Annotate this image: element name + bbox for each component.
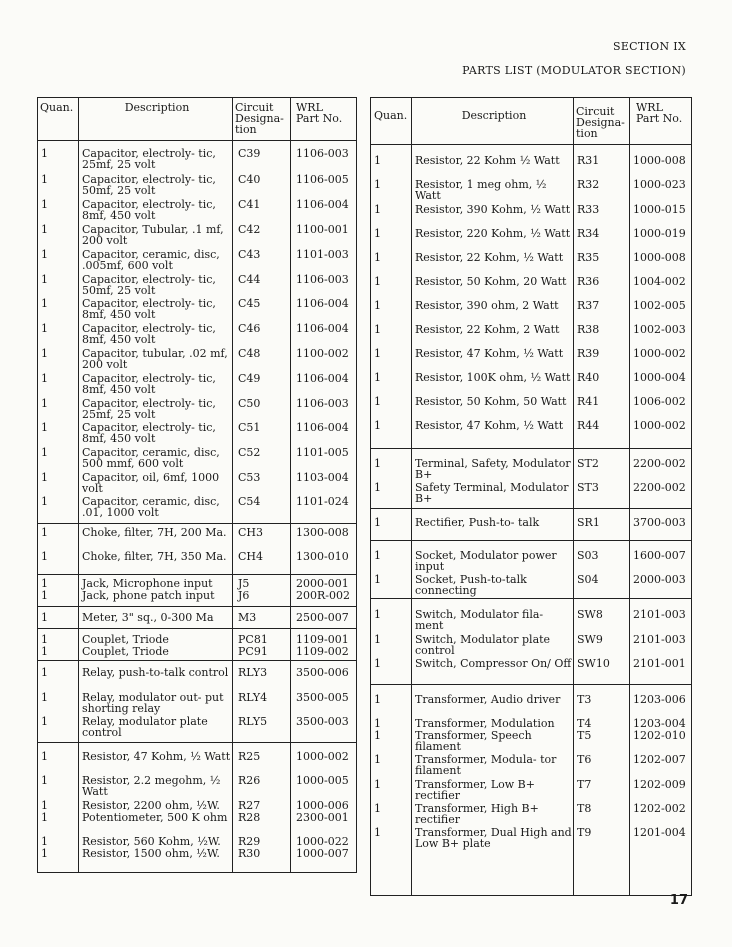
quantity: 1 xyxy=(374,753,381,766)
part-number: 1100-002 xyxy=(296,347,349,360)
quantity: 1 xyxy=(41,372,48,385)
circuit-designation: T5 xyxy=(577,729,592,742)
circuit-designation: T9 xyxy=(577,826,592,839)
quantity: 1 xyxy=(41,495,48,508)
parts-list-title: PARTS LIST (MODULATOR SECTION) xyxy=(462,64,686,77)
column-divider xyxy=(629,98,630,895)
description: Resistor, 47 Kohm, ½ Watt xyxy=(82,750,231,763)
part-number: 3700-003 xyxy=(633,516,686,529)
part-number: 1000-005 xyxy=(296,774,349,787)
quantity: 1 xyxy=(41,198,48,211)
column-header-part: WRL Part No. xyxy=(636,101,683,125)
circuit-designation: T4 xyxy=(577,717,592,730)
quantity: 1 xyxy=(374,395,381,408)
group-rule xyxy=(38,574,356,575)
part-number: 1106-004 xyxy=(296,372,349,385)
circuit-designation: R29 xyxy=(238,835,261,848)
part-number: 200R-002 xyxy=(296,589,350,602)
quantity: 1 xyxy=(374,299,381,312)
description: Resistor, 1 meg ohm, ½ Watt xyxy=(415,178,547,202)
description: Choke, filter, 7H, 200 Ma. xyxy=(82,526,227,539)
description: Jack, phone patch input xyxy=(82,589,215,602)
description: Transformer, Low B+ rectifier xyxy=(415,778,535,802)
quantity: 1 xyxy=(41,633,48,646)
part-number: 1101-005 xyxy=(296,446,349,459)
description: Transformer, High B+ rectifier xyxy=(415,802,539,826)
part-number: 2101-001 xyxy=(633,657,686,670)
part-number: 1600-007 xyxy=(633,549,686,562)
column-header-circuit: Circuit Designa- tion xyxy=(576,105,625,140)
quantity: 1 xyxy=(374,251,381,264)
part-number: 2101-003 xyxy=(633,633,686,646)
description: Capacitor, electroly- tic, 50mf, 25 volt xyxy=(82,173,216,197)
description: Resistor, 220 Kohm, ½ Watt xyxy=(415,227,571,240)
quantity: 1 xyxy=(374,457,381,470)
description: Rectifier, Push-to- talk xyxy=(415,516,540,529)
description: Transformer, Speech filament xyxy=(415,729,532,753)
circuit-designation: C45 xyxy=(238,297,261,310)
description: Capacitor, electroly- tic, 50mf, 25 volt xyxy=(82,273,216,297)
column-header-circuit: Circuit Designa- tion xyxy=(235,101,284,136)
description: Terminal, Safety, Modulator B+ xyxy=(415,457,571,481)
circuit-designation: C42 xyxy=(238,223,261,236)
quantity: 1 xyxy=(41,147,48,160)
quantity: 1 xyxy=(374,633,381,646)
part-number: 3500-003 xyxy=(296,715,349,728)
circuit-designation: C43 xyxy=(238,248,261,261)
parts-table-right xyxy=(370,97,692,896)
part-number: 1006-002 xyxy=(633,395,686,408)
quantity: 1 xyxy=(374,826,381,839)
quantity: 1 xyxy=(374,275,381,288)
circuit-designation: R33 xyxy=(577,203,600,216)
parts-table-left xyxy=(37,97,357,873)
quantity: 1 xyxy=(41,589,48,602)
quantity: 1 xyxy=(374,227,381,240)
circuit-designation: SW8 xyxy=(577,608,603,621)
description: Capacitor, ceramic, disc, 500 mmf, 600 volt xyxy=(82,446,220,470)
column-divider xyxy=(232,98,233,872)
circuit-designation: J6 xyxy=(238,589,250,602)
group-rule xyxy=(371,448,691,449)
description: Resistor, 2.2 megohm, ½ Watt xyxy=(82,774,221,798)
quantity: 1 xyxy=(374,729,381,742)
circuit-designation: C40 xyxy=(238,173,261,186)
part-number: 1202-007 xyxy=(633,753,686,766)
description: Capacitor, electroly- tic, 25mf, 25 volt xyxy=(82,147,216,171)
quantity: 1 xyxy=(374,549,381,562)
circuit-designation: R44 xyxy=(577,419,600,432)
part-number: 2500-007 xyxy=(296,611,349,624)
circuit-designation: C49 xyxy=(238,372,261,385)
quantity: 1 xyxy=(41,799,48,812)
description: Capacitor, electroly- tic, 8mf, 450 volt xyxy=(82,372,216,396)
circuit-designation: C39 xyxy=(238,147,261,160)
group-rule xyxy=(371,540,691,541)
description: Resistor, 390 ohm, 2 Watt xyxy=(415,299,559,312)
description: Relay, modulator out- put shorting relay xyxy=(82,691,224,715)
part-number: 1106-003 xyxy=(296,273,349,286)
part-number: 2300-001 xyxy=(296,811,349,824)
column-header-description: Description xyxy=(124,101,190,114)
circuit-designation: SW10 xyxy=(577,657,610,670)
part-number: 1000-015 xyxy=(633,203,686,216)
part-number: 1106-004 xyxy=(296,322,349,335)
circuit-designation: R28 xyxy=(238,811,261,824)
part-number: 1106-003 xyxy=(296,397,349,410)
part-number: 1103-004 xyxy=(296,471,349,484)
quantity: 1 xyxy=(374,778,381,791)
section-heading: SECTION IX xyxy=(613,40,686,53)
circuit-designation: J5 xyxy=(238,577,250,590)
part-number: 1300-010 xyxy=(296,550,349,563)
part-number: 1100-001 xyxy=(296,223,349,236)
quantity: 1 xyxy=(41,847,48,860)
description: Jack, Microphone input xyxy=(82,577,213,590)
description: Resistor, 560 Kohm, ½W. xyxy=(82,835,221,848)
description: Capacitor, electroly- tic, 8mf, 450 volt xyxy=(82,297,216,321)
circuit-designation: T3 xyxy=(577,693,592,706)
part-number: 3500-006 xyxy=(296,666,349,679)
description: Choke, filter, 7H, 350 Ma. xyxy=(82,550,227,563)
quantity: 1 xyxy=(41,446,48,459)
circuit-designation: R26 xyxy=(238,774,261,787)
part-number: 1202-002 xyxy=(633,802,686,815)
part-number: 2200-002 xyxy=(633,457,686,470)
part-number: 1004-002 xyxy=(633,275,686,288)
description: Capacitor, Tubular, .1 mf, 200 volt xyxy=(82,223,224,247)
description: Transformer, Modulation xyxy=(415,717,555,730)
column-divider xyxy=(290,98,291,872)
part-number: 1000-019 xyxy=(633,227,686,240)
description: Resistor, 47 Kohm, ½ Watt xyxy=(415,419,564,432)
part-number: 1000-004 xyxy=(633,371,686,384)
quantity: 1 xyxy=(41,173,48,186)
quantity: 1 xyxy=(374,608,381,621)
circuit-designation: R40 xyxy=(577,371,600,384)
group-rule xyxy=(38,660,356,661)
group-rule xyxy=(38,523,356,524)
group-rule xyxy=(38,628,356,629)
quantity: 1 xyxy=(374,154,381,167)
circuit-designation: C46 xyxy=(238,322,261,335)
circuit-designation: R25 xyxy=(238,750,261,763)
quantity: 1 xyxy=(41,421,48,434)
part-number: 2101-003 xyxy=(633,608,686,621)
description: Capacitor, ceramic, disc, .005mf, 600 volt xyxy=(82,248,220,272)
circuit-designation: C50 xyxy=(238,397,261,410)
description: Transformer, Dual High and Low B+ plate xyxy=(415,826,572,850)
quantity: 1 xyxy=(41,611,48,624)
part-number: 1101-024 xyxy=(296,495,349,508)
quantity: 1 xyxy=(41,273,48,286)
part-number: 1202-010 xyxy=(633,729,686,742)
circuit-designation: R27 xyxy=(238,799,261,812)
column-header-description: Description xyxy=(461,109,527,122)
part-number: 1000-023 xyxy=(633,178,686,191)
circuit-designation: R31 xyxy=(577,154,600,167)
quantity: 1 xyxy=(41,397,48,410)
circuit-designation: R32 xyxy=(577,178,600,191)
circuit-designation: C52 xyxy=(238,446,261,459)
quantity: 1 xyxy=(374,371,381,384)
circuit-designation: CH3 xyxy=(238,526,264,539)
description: Transformer, Audio driver xyxy=(415,693,561,706)
group-rule xyxy=(371,684,691,685)
circuit-designation: SR1 xyxy=(577,516,600,529)
part-number: 1000-006 xyxy=(296,799,349,812)
description: Capacitor, electroly- tic, 25mf, 25 volt xyxy=(82,397,216,421)
part-number: 1109-002 xyxy=(296,645,349,658)
part-number: 1000-002 xyxy=(633,347,686,360)
circuit-designation: T6 xyxy=(577,753,592,766)
part-number: 1106-004 xyxy=(296,297,349,310)
part-number: 1000-008 xyxy=(633,251,686,264)
description: Socket, Modulator power input xyxy=(415,549,557,573)
quantity: 1 xyxy=(41,750,48,763)
part-number: 2000-001 xyxy=(296,577,349,590)
part-number: 1106-004 xyxy=(296,198,349,211)
circuit-designation: PC81 xyxy=(238,633,268,646)
circuit-designation: R39 xyxy=(577,347,600,360)
quantity: 1 xyxy=(374,481,381,494)
part-number: 1202-009 xyxy=(633,778,686,791)
description: Resistor, 22 Kohm ½ Watt xyxy=(415,154,560,167)
part-number: 1203-004 xyxy=(633,717,686,730)
description: Capacitor, electroly- tic, 8mf, 450 volt xyxy=(82,322,216,346)
part-number: 1300-008 xyxy=(296,526,349,539)
column-divider xyxy=(411,98,412,895)
quantity: 1 xyxy=(374,347,381,360)
circuit-designation: R37 xyxy=(577,299,600,312)
quantity: 1 xyxy=(41,347,48,360)
quantity: 1 xyxy=(41,223,48,236)
group-rule xyxy=(38,742,356,743)
part-number: 1000-022 xyxy=(296,835,349,848)
description: Resistor, 100K ohm, ½ Watt xyxy=(415,371,571,384)
description: Safety Terminal, Modulator B+ xyxy=(415,481,569,505)
circuit-designation: R38 xyxy=(577,323,600,336)
description: Capacitor, electroly- tic, 8mf, 450 volt xyxy=(82,421,216,445)
quantity: 1 xyxy=(374,516,381,529)
column-header-quan: Quan. xyxy=(374,109,408,122)
circuit-designation: RLY5 xyxy=(238,715,268,728)
part-number: 1106-003 xyxy=(296,147,349,160)
circuit-designation: R41 xyxy=(577,395,600,408)
part-number: 2000-003 xyxy=(633,573,686,586)
circuit-designation: ST2 xyxy=(577,457,599,470)
description: Capacitor, electroly- tic, 8mf, 450 volt xyxy=(82,198,216,222)
quantity: 1 xyxy=(374,573,381,586)
description: Resistor, 47 Kohm, ½ Watt xyxy=(415,347,564,360)
quantity: 1 xyxy=(374,657,381,670)
circuit-designation: T7 xyxy=(577,778,592,791)
part-number: 1106-005 xyxy=(296,173,349,186)
description: Resistor, 50 Kohm, 20 Watt xyxy=(415,275,567,288)
quantity: 1 xyxy=(41,691,48,704)
quantity: 1 xyxy=(41,248,48,261)
description: Switch, Modulator plate control xyxy=(415,633,551,657)
quantity: 1 xyxy=(41,471,48,484)
column-header-part: WRL Part No. xyxy=(296,101,343,125)
description: Resistor, 22 Kohm, ½ Watt xyxy=(415,251,564,264)
description: Couplet, Triode xyxy=(82,645,169,658)
quantity: 1 xyxy=(41,774,48,787)
quantity: 1 xyxy=(41,715,48,728)
part-number: 1000-002 xyxy=(633,419,686,432)
description: Capacitor, ceramic, disc, .01, 1000 volt xyxy=(82,495,220,519)
part-number: 3500-005 xyxy=(296,691,349,704)
quantity: 1 xyxy=(41,835,48,848)
circuit-designation: C51 xyxy=(238,421,261,434)
description: Resistor, 390 Kohm, ½ Watt xyxy=(415,203,571,216)
circuit-designation: S04 xyxy=(577,573,599,586)
quantity: 1 xyxy=(41,297,48,310)
circuit-designation: R30 xyxy=(238,847,261,860)
quantity: 1 xyxy=(41,577,48,590)
circuit-designation: RLY4 xyxy=(238,691,268,704)
quantity: 1 xyxy=(374,693,381,706)
column-divider xyxy=(573,98,574,895)
circuit-designation: C41 xyxy=(238,198,261,211)
column-header-quan: Quan. xyxy=(40,101,74,114)
group-rule xyxy=(38,606,356,607)
circuit-designation: C48 xyxy=(238,347,261,360)
part-number: 1109-001 xyxy=(296,633,349,646)
description: Socket, Push-to-talk connecting xyxy=(415,573,527,597)
quantity: 1 xyxy=(41,645,48,658)
circuit-designation: S03 xyxy=(577,549,599,562)
quantity: 1 xyxy=(41,811,48,824)
column-divider xyxy=(78,98,79,872)
description: Capacitor, tubular, .02 mf, 200 volt xyxy=(82,347,228,371)
quantity: 1 xyxy=(374,323,381,336)
part-number: 2200-002 xyxy=(633,481,686,494)
part-number: 1000-007 xyxy=(296,847,349,860)
description: Resistor, 2200 ohm, ½W. xyxy=(82,799,220,812)
circuit-designation: C44 xyxy=(238,273,261,286)
page-number: 17 xyxy=(669,893,688,908)
part-number: 1002-005 xyxy=(633,299,686,312)
description: Resistor, 22 Kohm, 2 Watt xyxy=(415,323,560,336)
header-rule xyxy=(38,140,356,141)
circuit-designation: R36 xyxy=(577,275,600,288)
circuit-designation: ST3 xyxy=(577,481,599,494)
group-rule xyxy=(371,598,691,599)
circuit-designation: SW9 xyxy=(577,633,603,646)
circuit-designation: PC91 xyxy=(238,645,268,658)
circuit-designation: C53 xyxy=(238,471,261,484)
quantity: 1 xyxy=(41,322,48,335)
quantity: 1 xyxy=(374,203,381,216)
part-number: 1101-003 xyxy=(296,248,349,261)
part-number: 1000-008 xyxy=(633,154,686,167)
description: Capacitor, oil, 6mf, 1000 volt xyxy=(82,471,220,495)
description: Resistor, 50 Kohm, 50 Watt xyxy=(415,395,567,408)
circuit-designation: CH4 xyxy=(238,550,264,563)
circuit-designation: M3 xyxy=(238,611,257,624)
quantity: 1 xyxy=(374,419,381,432)
circuit-designation: C54 xyxy=(238,495,261,508)
description: Resistor, 1500 ohm, ½W. xyxy=(82,847,220,860)
description: Relay, push-to-talk control xyxy=(82,666,229,679)
quantity: 1 xyxy=(41,666,48,679)
description: Potentiometer, 500 K ohm xyxy=(82,811,228,824)
circuit-designation: R34 xyxy=(577,227,600,240)
description: Switch, Modulator fila- ment xyxy=(415,608,544,632)
description: Switch, Compressor On/ Off xyxy=(415,657,572,670)
part-number: 1201-004 xyxy=(633,826,686,839)
quantity: 1 xyxy=(41,526,48,539)
quantity: 1 xyxy=(374,802,381,815)
quantity: 1 xyxy=(374,717,381,730)
quantity: 1 xyxy=(41,550,48,563)
description: Relay, modulator plate control xyxy=(82,715,208,739)
circuit-designation: R35 xyxy=(577,251,600,264)
part-number: 1002-003 xyxy=(633,323,686,336)
circuit-designation: RLY3 xyxy=(238,666,268,679)
description: Meter, 3" sq., 0-300 Ma xyxy=(82,611,214,624)
header-rule xyxy=(371,144,691,145)
circuit-designation: T8 xyxy=(577,802,592,815)
part-number: 1000-002 xyxy=(296,750,349,763)
part-number: 1106-004 xyxy=(296,421,349,434)
group-rule xyxy=(371,508,691,509)
description: Couplet, Triode xyxy=(82,633,169,646)
description: Transformer, Modula- tor filament xyxy=(415,753,557,777)
part-number: 1203-006 xyxy=(633,693,686,706)
quantity: 1 xyxy=(374,178,381,191)
